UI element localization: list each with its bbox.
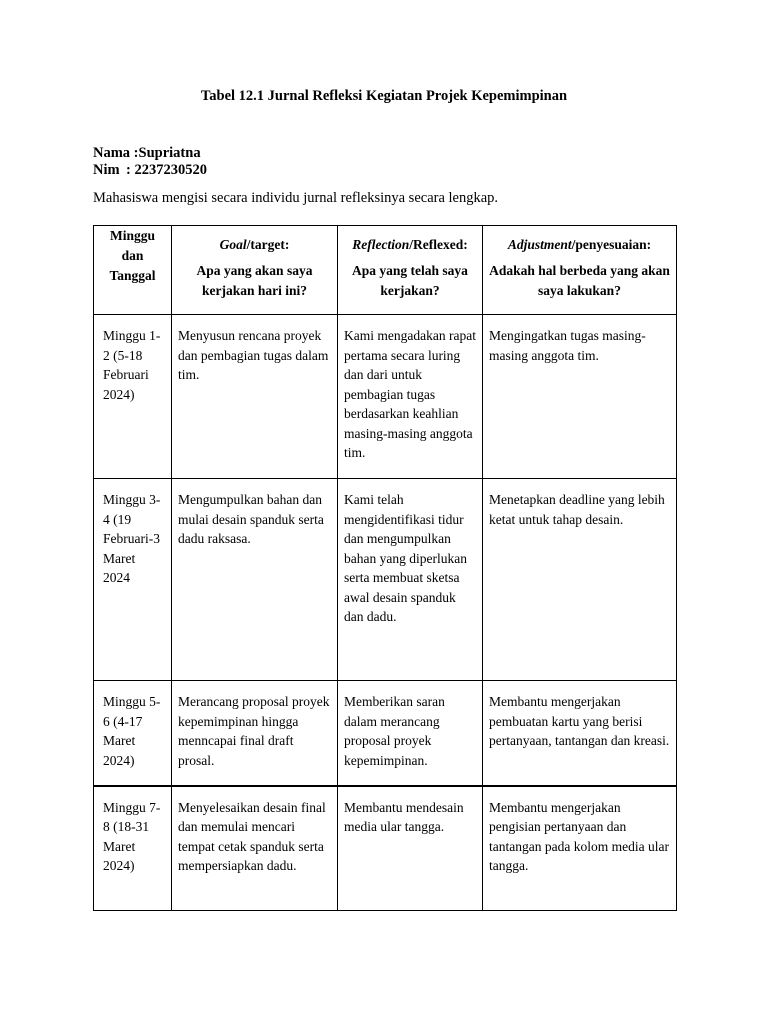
name-label: Nama : xyxy=(93,145,139,161)
week-text: Minggu 3-4 (19 Februari-3 Maret 2024 xyxy=(103,492,161,585)
adjustment-cell: Menetapkan deadline yang lebih ketat untuk tahap desain. xyxy=(483,479,677,681)
nim-row xyxy=(93,162,207,179)
page-title: Tabel 12.1 Jurnal Refleksi Kegiatan Projek Kepemimpinan xyxy=(200,88,568,104)
nim-separator: : xyxy=(126,162,135,178)
nim-label: Nim xyxy=(93,162,120,178)
week-cell xyxy=(94,479,172,681)
week-cell xyxy=(94,681,172,786)
week-cell xyxy=(94,786,172,911)
goal-cell: Menyelesaikan desain final dan memulai mencari tempat cetak spanduk serta mempersiapkan dadu. xyxy=(172,786,338,911)
header-adjustment-question: Adakah hal berbeda yang akan saya lakukan? xyxy=(489,262,670,298)
header-reflection-question: Apa yang telah saya kerjakan? xyxy=(352,262,468,298)
name-value: Supriatna xyxy=(138,145,201,161)
name-row xyxy=(93,145,207,162)
week-text: Minggu 1-2 (5-18 Februari 2024) xyxy=(103,328,161,402)
table-header-row xyxy=(94,226,677,315)
reflection-journal-table xyxy=(93,225,677,911)
instruction-text: Mahasiswa mengisi secara individu jurnal refleksinya secara lengkap. xyxy=(93,190,499,206)
reflection-cell: Kami telah mengidentifikasi tidur dan mengumpulkan bahan yang diperlukan serta membuat sketsa awal desain spanduk dan dadu. xyxy=(338,479,483,681)
table-row xyxy=(94,315,677,479)
week-cell xyxy=(94,315,172,479)
header-adjustment xyxy=(483,226,677,315)
header-goal-italic: Goal xyxy=(219,237,247,252)
adjustment-cell: Mengingatkan tugas masing-masing anggota tim. xyxy=(483,315,677,479)
adjustment-cell: Membantu mengerjakan pembuatan kartu yang berisi pertanyaan, tantangan dan kreasi. xyxy=(483,681,677,786)
nim-value: 2237230520 xyxy=(134,162,207,178)
header-reflection xyxy=(338,226,483,315)
header-adjustment-rest: /penyesuaian: xyxy=(571,237,652,252)
goal-cell: Merancang proposal proyek kepemimpinan hingga menncapai final draft prosal. xyxy=(172,681,338,786)
week-text: Minggu 7-8 (18-31 Maret 2024) xyxy=(103,799,161,873)
table-row xyxy=(94,681,677,786)
header-goal-rest: /target: xyxy=(246,237,290,252)
reflection-cell: Membantu mendesain media ular tangga. xyxy=(338,786,483,911)
table-row xyxy=(94,479,677,681)
header-reflection-italic: Reflection xyxy=(352,237,410,252)
header-goal-title xyxy=(178,235,331,255)
student-info xyxy=(93,145,207,179)
week-text: Minggu 5-6 (4-17 Maret 2024) xyxy=(103,694,161,768)
table-row xyxy=(94,786,677,911)
header-adjustment-title xyxy=(489,235,670,255)
goal-cell: Mengumpulkan bahan dan mulai desain spanduk serta dadu raksasa. xyxy=(172,479,338,681)
header-goal xyxy=(172,226,338,315)
reflection-cell: Memberikan saran dalam merancang proposal proyek kepemimpinan. xyxy=(338,681,483,786)
reflection-cell: Kami mengadakan rapat pertama secara luring dan dari untuk pembagian tugas berdasarkan keahlian masing-masing anggota tim. xyxy=(338,315,483,479)
header-week-label: Minggu dan Tanggal xyxy=(109,228,156,283)
header-goal-question: Apa yang akan saya kerjakan hari ini? xyxy=(196,262,313,298)
header-week xyxy=(94,226,172,315)
goal-cell: Menyusun rencana proyek dan pembagian tugas dalam tim. xyxy=(172,315,338,479)
header-reflection-title xyxy=(344,235,476,255)
adjustment-cell: Membantu mengerjakan pengisian pertanyaan dan tantangan pada kolom media ular tangga. xyxy=(483,786,677,911)
header-reflection-rest: /Reflexed: xyxy=(409,237,468,252)
header-adjustment-italic: Adjustment xyxy=(507,237,572,252)
